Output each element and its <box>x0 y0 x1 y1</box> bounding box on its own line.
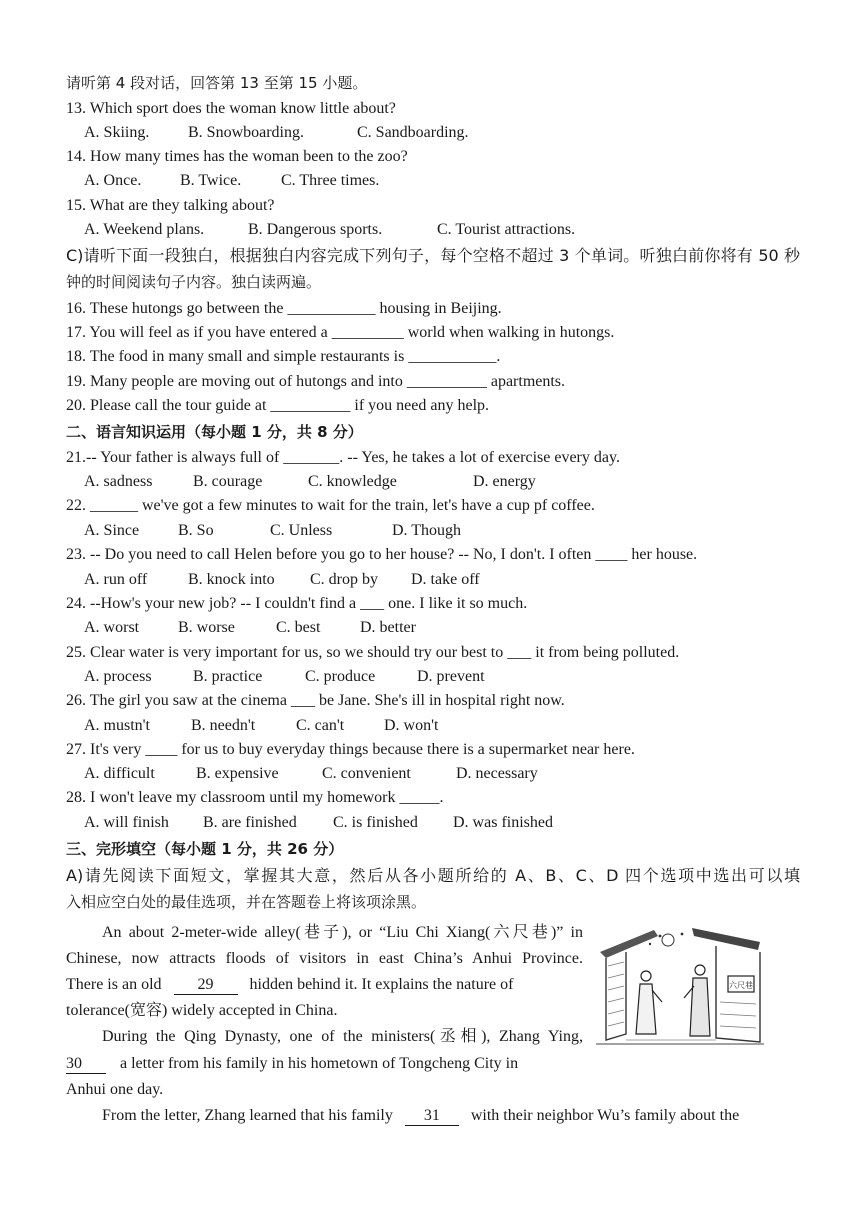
option-b: B. knock into <box>188 571 275 588</box>
blank-30: 30 <box>66 1055 106 1074</box>
alley-sign-text: 六尺巷 <box>729 981 753 990</box>
option-c: C. Three times. <box>281 172 380 189</box>
fill-item-20: 20. Please call the tour guide at __________ if you need any help. <box>66 397 490 414</box>
option-a: A. worst <box>84 619 140 636</box>
section-2-heading: 二、语言知识运用（每小题 1 分，共 8 分） <box>66 423 363 441</box>
option-b: B. courage <box>193 473 263 490</box>
option-c: C. can't <box>296 717 345 734</box>
passage-p1-line4: tolerance(宽容) widely accepted in China. <box>66 1002 338 1019</box>
option-c: C. best <box>276 619 321 636</box>
option-a: A. sadness <box>84 473 153 490</box>
question-27: 27. It's very ____ for us to buy everyday things because there is a supermarket near here. <box>66 741 635 758</box>
question-15: 15. What are they talking about? <box>66 197 275 214</box>
passage-p1-line1: An about 2-meter-wide alley(巷子), or “Liu Chi Xiang(六尺巷)” in <box>102 924 583 941</box>
section-3-instruction-line1: A)请先阅读下面短文，掌握其大意，然后从各小题所给的 A、B、C、D 四个选项中选出可以填 <box>66 866 800 885</box>
option-b: B. worse <box>178 619 235 636</box>
option-c: C. Unless <box>270 522 333 539</box>
option-c: C. Tourist attractions. <box>437 221 576 238</box>
option-d: D. better <box>360 619 416 636</box>
passage-p2-line3: Anhui one day. <box>66 1081 164 1098</box>
blank-31: 31 <box>405 1107 459 1126</box>
question-13: 13. Which sport does the woman know little about? <box>66 100 396 117</box>
question-26: 26. The girl you saw at the cinema ___ be Jane. She's ill in hospital right now. <box>66 692 565 709</box>
option-a: A. run off <box>84 571 148 588</box>
option-a: A. Since <box>84 522 140 539</box>
passage-text: From the letter, Zhang learned that his family <box>102 1107 393 1124</box>
option-a: A. will finish <box>84 814 169 831</box>
passage-p2-line2 <box>66 1053 583 1075</box>
question-14: 14. How many times has the woman been to the zoo? <box>66 148 408 165</box>
fill-item-19: 19. Many people are moving out of hutongs and into __________ apartments. <box>66 373 566 390</box>
option-b: B. needn't <box>191 717 256 734</box>
passage-text: a letter from his family in his hometown of Tongcheng City in <box>120 1055 519 1072</box>
option-b: B. Dangerous sports. <box>248 221 383 238</box>
option-b: B. practice <box>193 668 263 685</box>
option-b: B. Snowboarding. <box>188 124 304 141</box>
option-a: A. difficult <box>84 765 155 782</box>
option-b: B. So <box>178 522 214 539</box>
option-a: A. Skiing. <box>84 124 150 141</box>
passage-p2-line1: During the Qing Dynasty, one of the ministers(丞相), Zhang Ying, <box>102 1028 583 1045</box>
question-24: 24. --How's your new job? -- I couldn't find a ___ one. I like it so much. <box>66 595 528 612</box>
section-3-instruction-line2: 入相应空白处的最佳选项，并在答题卷上将该项涂黑。 <box>66 893 427 911</box>
alley-illustration <box>596 922 764 1052</box>
part-c-instruction-line2: 钟的时间阅读句子内容。独白读两遍。 <box>66 273 322 291</box>
option-b: B. expensive <box>196 765 279 782</box>
passage-p1-line2: Chinese, now attracts floods of visitors in east China’s Anhui Province. <box>66 950 583 967</box>
option-a: A. process <box>84 668 152 685</box>
section-3-heading: 三、完形填空（每小题 1 分，共 26 分） <box>66 840 344 858</box>
option-d: D. Though <box>392 522 462 539</box>
part-c-instruction-line1: C)请听下面一段独白，根据独白内容完成下列句子，每个空格不超过 3 个单词。听独白前你将有 50 秒 <box>66 246 800 265</box>
passage-p1-line3 <box>66 974 583 996</box>
question-25: 25. Clear water is very important for us, so we should try our best to ___ it from being polluted. <box>66 644 680 661</box>
section-instruction: 请听第 4 段对话，回答第 13 至第 15 小题。 <box>66 74 368 92</box>
passage-p3-line1 <box>102 1105 739 1127</box>
option-c: C. Sandboarding. <box>357 124 469 141</box>
option-d: D. necessary <box>456 765 538 782</box>
option-b: B. are finished <box>203 814 297 831</box>
option-d: D. prevent <box>417 668 485 685</box>
option-c: C. knowledge <box>308 473 397 490</box>
fill-item-17: 17. You will feel as if you have entered a _________ world when walking in hutongs. <box>66 324 615 341</box>
question-28: 28. I won't leave my classroom until my homework _____. <box>66 789 444 806</box>
option-c: C. drop by <box>310 571 378 588</box>
passage-text: There is an old <box>66 976 162 993</box>
option-d: D. won't <box>384 717 439 734</box>
option-a: A. mustn't <box>84 717 150 734</box>
fill-item-18: 18. The food in many small and simple restaurants is ___________. <box>66 348 501 365</box>
fill-item-16: 16. These hutongs go between the ___________ housing in Beijing. <box>66 300 502 317</box>
option-d: D. take off <box>411 571 480 588</box>
question-22: 22. ______ we've got a few minutes to wait for the train, let's have a cup pf coffee. <box>66 497 595 514</box>
passage-text: hidden behind it. It explains the nature of <box>249 976 514 993</box>
option-c: C. is finished <box>333 814 418 831</box>
option-c: C. produce <box>305 668 376 685</box>
question-23: 23. -- Do you need to call Helen before you go to her house? -- No, I don't. I often ____ her house. <box>66 546 698 563</box>
blank-29: 29 <box>174 976 238 995</box>
option-a: A. Once. <box>84 172 142 189</box>
option-b: B. Twice. <box>180 172 242 189</box>
passage-text: with their neighbor Wu’s family about the <box>470 1107 740 1124</box>
question-21: 21.-- Your father is always full of _______. -- Yes, he takes a lot of exercise every day. <box>66 449 620 466</box>
option-d: D. was finished <box>453 814 553 831</box>
option-a: A. Weekend plans. <box>84 221 205 238</box>
option-c: C. convenient <box>322 765 411 782</box>
option-d: D. energy <box>473 473 536 490</box>
